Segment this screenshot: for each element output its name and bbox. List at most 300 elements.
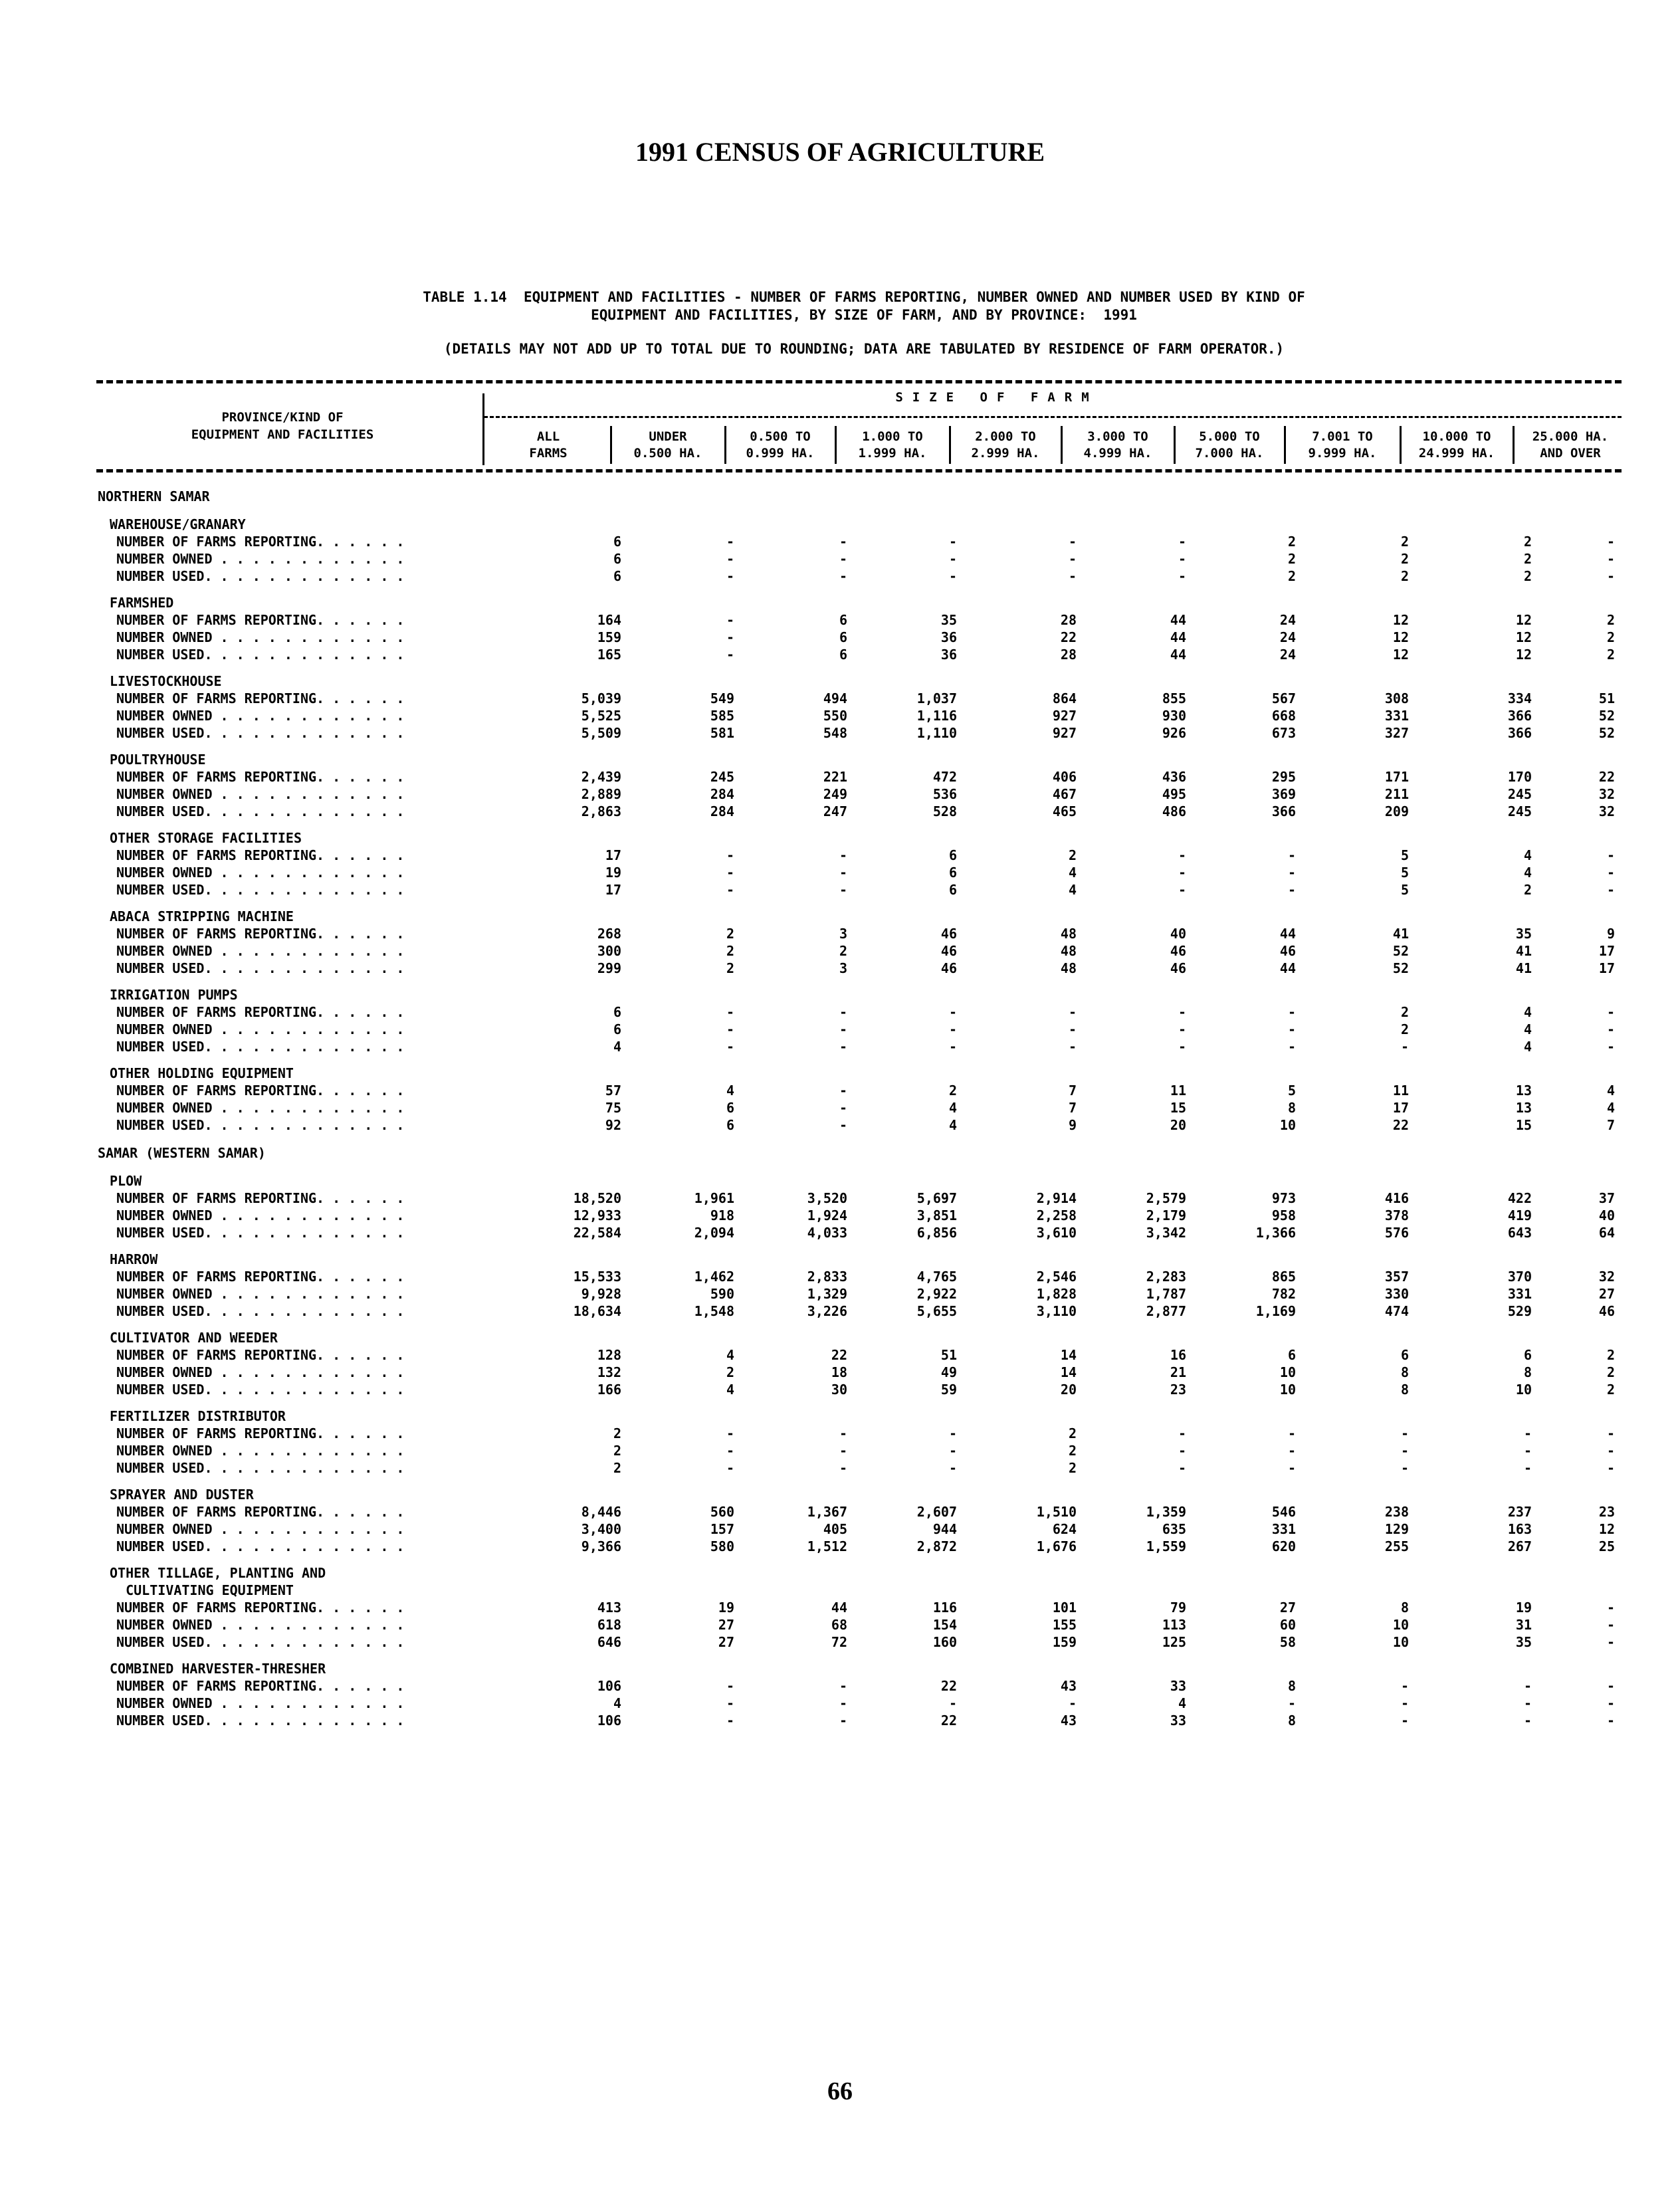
row-label: NUMBER OWNED . . . . . . . . . . . .	[116, 943, 405, 959]
table-cell: 25	[1598, 1538, 1615, 1554]
table-cell: 4	[1068, 865, 1077, 881]
table-cell: 46	[940, 926, 957, 942]
table-cell: 33	[1170, 1678, 1186, 1694]
table-row	[96, 847, 1625, 864]
table-cell: 5	[1400, 865, 1409, 881]
table-cell: 334	[1507, 690, 1532, 706]
table-cell: 23	[1170, 1382, 1186, 1398]
table-cell: 1,548	[694, 1303, 734, 1319]
table-cell: 590	[710, 1286, 734, 1302]
table-cell: 24	[1279, 647, 1296, 663]
table-cell: 620	[1271, 1538, 1296, 1554]
table-cell: -	[1287, 1695, 1296, 1711]
table-row	[96, 1459, 1625, 1477]
equipment-group	[96, 829, 1625, 898]
table-cell: -	[726, 1039, 734, 1055]
table-cell: 33	[1170, 1713, 1186, 1728]
table-cell: -	[1178, 1039, 1186, 1055]
size-of-farm-header: SIZE OF FARM	[895, 390, 1099, 405]
table-cell: 6	[948, 865, 957, 881]
table-cell: 2	[613, 1443, 621, 1459]
table-cell: 10	[1392, 1617, 1409, 1633]
table-cell: 2	[613, 1425, 621, 1441]
table-cell: -	[948, 1039, 957, 1055]
table-cell: -	[1287, 882, 1296, 898]
table-cell: 4,033	[807, 1225, 847, 1241]
table-cell: 17	[605, 847, 621, 863]
equipment-label: FERTILIZER DISTRIBUTOR	[110, 1408, 286, 1424]
row-label: NUMBER USED. . . . . . . . . . . . .	[116, 1225, 405, 1241]
table-cell: -	[726, 568, 734, 584]
table-cell: 27	[718, 1617, 734, 1633]
row-label: NUMBER USED. . . . . . . . . . . . .	[116, 647, 405, 663]
table-row	[96, 550, 1625, 568]
table-cell: 529	[1507, 1303, 1532, 1319]
table-cell: 8	[1523, 1364, 1532, 1380]
row-label: NUMBER USED. . . . . . . . . . . . .	[116, 882, 405, 898]
table-cell: 51	[1598, 690, 1615, 706]
table-cell: 1,037	[916, 690, 957, 706]
table-cell: 46	[1170, 960, 1186, 976]
table-cell: 19	[605, 865, 621, 881]
table-cell: 536	[932, 786, 957, 802]
equipment-group	[96, 1329, 1625, 1398]
table-cell: 2	[1523, 534, 1532, 550]
table-cell: -	[839, 1100, 847, 1116]
column-header-9-line2: 24.999 HA.	[1418, 446, 1495, 461]
table-cell: 8	[1287, 1100, 1296, 1116]
table-cell: 331	[1384, 708, 1409, 724]
table-cell: 300	[597, 943, 621, 959]
table-cell: 17	[1598, 943, 1615, 959]
table-cell: 48	[1060, 943, 1077, 959]
row-label: NUMBER OF FARMS REPORTING. . . . . .	[116, 1269, 405, 1285]
row-label: NUMBER USED. . . . . . . . . . . . .	[116, 1303, 405, 1319]
table-cell: 581	[710, 725, 734, 741]
table-cell: 1,512	[807, 1538, 847, 1554]
equipment-group	[96, 516, 1625, 585]
table-row	[96, 1346, 1625, 1364]
stub-header-line2: EQUIPMENT AND FACILITIES	[191, 427, 374, 442]
table-cell: 5	[1400, 882, 1409, 898]
table-cell: 406	[1052, 769, 1077, 785]
table-row	[96, 707, 1625, 724]
table-cell: 930	[1162, 708, 1186, 724]
table-cell: -	[726, 534, 734, 550]
table-cell: 10	[1392, 1634, 1409, 1650]
table-cell: 159	[1052, 1634, 1077, 1650]
table-cell: 4	[1523, 1004, 1532, 1020]
table-cell: 284	[710, 786, 734, 802]
table-cell: 28	[1060, 612, 1077, 628]
row-label: NUMBER OF FARMS REPORTING. . . . . .	[116, 1083, 405, 1098]
table-cell: 41	[1392, 926, 1409, 942]
table-cell: -	[726, 612, 734, 628]
table-cell: -	[1606, 568, 1615, 584]
table-cell: -	[726, 1460, 734, 1476]
equipment-label: SPRAYER AND DUSTER	[110, 1487, 254, 1503]
table-cell: -	[1606, 865, 1615, 881]
equipment-label: WAREHOUSE/GRANARY	[110, 516, 246, 532]
table-cell: 37	[1598, 1190, 1615, 1206]
table-cell: 4	[948, 1117, 957, 1133]
table-cell: 64	[1598, 1225, 1615, 1241]
table-cell: 467	[1052, 786, 1077, 802]
table-cell: -	[1178, 534, 1186, 550]
table-cell: 28	[1060, 647, 1077, 663]
table-cell: 6	[1523, 1347, 1532, 1363]
table-cell: -	[839, 1004, 847, 1020]
row-label: NUMBER OF FARMS REPORTING. . . . . .	[116, 1425, 405, 1441]
table-cell: 166	[597, 1382, 621, 1398]
table-cell: 27	[718, 1634, 734, 1650]
row-label: NUMBER USED. . . . . . . . . . . . .	[116, 803, 405, 819]
row-label: NUMBER OWNED . . . . . . . . . . . .	[116, 1207, 405, 1223]
table-cell: 101	[1052, 1600, 1077, 1616]
table-cell: 567	[1271, 690, 1296, 706]
table-cell: 209	[1384, 803, 1409, 819]
table-cell: 1,329	[807, 1286, 847, 1302]
equipment-label: IRRIGATION PUMPS	[110, 987, 238, 1003]
table-row	[96, 1082, 1625, 1099]
table-cell: -	[1178, 1004, 1186, 1020]
table-cell: -	[839, 1443, 847, 1459]
table-cell: 4	[726, 1382, 734, 1398]
equipment-label: FARMSHED	[110, 595, 174, 611]
table-cell: 12,933	[573, 1207, 621, 1223]
table-cell: -	[1287, 865, 1296, 881]
province-name: NORTHERN SAMAR	[98, 488, 210, 504]
table-cell: 1,510	[1036, 1504, 1077, 1520]
table-cell: 1,359	[1146, 1504, 1186, 1520]
table-cell: 4,765	[916, 1269, 957, 1285]
table-cell: -	[1178, 1425, 1186, 1441]
row-label: NUMBER OWNED . . . . . . . . . . . .	[116, 708, 405, 724]
equipment-label: LIVESTOCKHOUSE	[110, 673, 222, 689]
table-cell: 4	[726, 1083, 734, 1098]
table-cell: 171	[1384, 769, 1409, 785]
table-cell: -	[1178, 1021, 1186, 1037]
table-cell: 48	[1060, 960, 1077, 976]
table-cell: 11	[1392, 1083, 1409, 1098]
table-cell: 546	[1271, 1504, 1296, 1520]
row-label: NUMBER USED. . . . . . . . . . . . .	[116, 1460, 405, 1476]
table-cell: -	[1606, 1004, 1615, 1020]
table-cell: 2	[1523, 551, 1532, 567]
table-cell: 2	[1606, 647, 1615, 663]
table-cell: 357	[1384, 1269, 1409, 1285]
table-row	[96, 629, 1625, 646]
column-header-9-line1: 10.000 TO	[1422, 429, 1491, 444]
table-cell: 2,889	[581, 786, 621, 802]
table-cell: -	[1606, 847, 1615, 863]
table-cell: 132	[597, 1364, 621, 1380]
table-cell: 40	[1170, 926, 1186, 942]
table-cell: 465	[1052, 803, 1077, 819]
table-cell: 32	[1598, 1269, 1615, 1285]
table-cell: 8	[1400, 1600, 1409, 1616]
table-cell: -	[1400, 1695, 1409, 1711]
table-cell: 2	[948, 1083, 957, 1098]
table-cell: 15,533	[573, 1269, 621, 1285]
table-row	[96, 1538, 1625, 1555]
stub-header-line1: PROVINCE/KIND OF	[221, 410, 344, 425]
table-cell: 1,169	[1255, 1303, 1296, 1319]
table-cell: -	[1287, 1004, 1296, 1020]
table-cell: 44	[1279, 960, 1296, 976]
table-row	[96, 1207, 1625, 1224]
table-cell: 295	[1271, 769, 1296, 785]
table-cell: -	[948, 1460, 957, 1476]
table-cell: 3,342	[1146, 1225, 1186, 1241]
table-row	[96, 1268, 1625, 1285]
table-cell: 41	[1515, 960, 1532, 976]
table-cell: 9	[1068, 1117, 1077, 1133]
table-cell: 12	[1515, 647, 1532, 663]
equipment-group	[96, 594, 1625, 663]
row-label: NUMBER OWNED . . . . . . . . . . . .	[116, 1021, 405, 1037]
table-cell: 1,924	[807, 1207, 847, 1223]
table-cell: 5,697	[916, 1190, 957, 1206]
table-cell: -	[726, 1678, 734, 1694]
equipment-label: OTHER HOLDING EQUIPMENT	[110, 1065, 294, 1081]
table-cell: 24	[1279, 629, 1296, 645]
table-cell: 12	[1515, 629, 1532, 645]
header-mid-rule	[484, 416, 1622, 418]
table-cell: -	[1523, 1425, 1532, 1441]
table-cell: -	[1287, 1039, 1296, 1055]
table-cell: -	[948, 1004, 957, 1020]
table-cell: 4	[1178, 1695, 1186, 1711]
table-cell: -	[1178, 847, 1186, 863]
row-label: NUMBER OF FARMS REPORTING. . . . . .	[116, 1678, 405, 1694]
table-cell: 22	[1392, 1117, 1409, 1133]
table-cell: 18,520	[573, 1190, 621, 1206]
equipment-label: HARROW	[110, 1251, 158, 1267]
table-caption-line1: TABLE 1.14 EQUIPMENT AND FACILITIES - NUMBER OF FARMS REPORTING, NUMBER OWNED AND NUMBER USED BY KIND OF	[423, 289, 1305, 305]
column-header-7-line1: 5.000 TO	[1199, 429, 1260, 444]
table-cell: 4	[1606, 1100, 1615, 1116]
table-cell: -	[839, 1117, 847, 1133]
equipment-label: ABACA STRIPPING MACHINE	[110, 908, 294, 924]
table-cell: 164	[597, 612, 621, 628]
table-cell: 22	[940, 1678, 957, 1694]
table-cell: 20	[1170, 1117, 1186, 1133]
table-cell: -	[948, 1443, 957, 1459]
table-cell: 2	[726, 943, 734, 959]
row-label: NUMBER OWNED . . . . . . . . . . . .	[116, 786, 405, 802]
table-row	[96, 1021, 1625, 1038]
table-cell: -	[1606, 1713, 1615, 1728]
table-cell: 7	[1606, 1117, 1615, 1133]
table-cell: 46	[940, 960, 957, 976]
table-cell: 44	[1170, 629, 1186, 645]
table-cell: 31	[1515, 1617, 1532, 1633]
table-cell: -	[1178, 1443, 1186, 1459]
table-cell: -	[726, 1425, 734, 1441]
table-row	[96, 646, 1625, 663]
table-cell: 6	[613, 568, 621, 584]
table-cell: 17	[605, 882, 621, 898]
header-bottom-rule	[96, 469, 1622, 472]
page-title: 1991 CENSUS OF AGRICULTURE	[635, 137, 1045, 167]
row-label: NUMBER OWNED . . . . . . . . . . . .	[116, 1617, 405, 1633]
table-cell: 2	[839, 943, 847, 959]
table-cell: 299	[597, 960, 621, 976]
table-cell: -	[726, 1004, 734, 1020]
table-cell: 6,856	[916, 1225, 957, 1241]
table-cell: 8	[1287, 1678, 1296, 1694]
table-row	[96, 1364, 1625, 1381]
table-cell: 15	[1515, 1117, 1532, 1133]
table-cell: 92	[605, 1117, 621, 1133]
row-label: NUMBER OWNED . . . . . . . . . . . .	[116, 1695, 405, 1711]
row-label: NUMBER OF FARMS REPORTING. . . . . .	[116, 612, 405, 628]
table-cell: -	[839, 1460, 847, 1476]
table-cell: 1,462	[694, 1269, 734, 1285]
table-cell: -	[1606, 1617, 1615, 1633]
table-cell: 8	[1287, 1713, 1296, 1728]
table-cell: 12	[1392, 647, 1409, 663]
table-cell: 17	[1392, 1100, 1409, 1116]
table-cell: 369	[1271, 786, 1296, 802]
table-row	[96, 1425, 1625, 1442]
table-cell: 2,579	[1146, 1190, 1186, 1206]
table-cell: 330	[1384, 1286, 1409, 1302]
table-cell: 41	[1515, 943, 1532, 959]
table-cell: -	[948, 1021, 957, 1037]
table-cell: 2	[1068, 1443, 1077, 1459]
table-cell: -	[839, 551, 847, 567]
table-cell: 2	[1523, 568, 1532, 584]
table-cell: -	[839, 1425, 847, 1441]
table-cell: 2	[1606, 629, 1615, 645]
equipment-label: COMBINED HARVESTER-THRESHER	[110, 1661, 326, 1677]
table-row	[96, 1285, 1625, 1303]
table-cell: 308	[1384, 690, 1409, 706]
table-cell: 5,525	[581, 708, 621, 724]
table-cell: 4	[613, 1695, 621, 1711]
row-label: NUMBER OF FARMS REPORTING. . . . . .	[116, 1190, 405, 1206]
table-cell: 2	[1523, 882, 1532, 898]
table-cell: 2	[726, 960, 734, 976]
table-cell: 8,446	[581, 1504, 621, 1520]
table-cell: -	[1400, 1425, 1409, 1441]
row-label: NUMBER USED. . . . . . . . . . . . .	[116, 1713, 405, 1728]
table-cell: 48	[1060, 926, 1077, 942]
table-cell: 12	[1392, 612, 1409, 628]
table-cell: 2	[1068, 847, 1077, 863]
table-cell: -	[1068, 551, 1077, 567]
table-row	[96, 864, 1625, 881]
table-cell: 129	[1384, 1521, 1409, 1537]
table-row	[96, 1099, 1625, 1116]
table-cell: 1,828	[1036, 1286, 1077, 1302]
table-cell: 57	[605, 1083, 621, 1098]
table-cell: -	[1068, 1004, 1077, 1020]
table-cell: 2	[1068, 1460, 1077, 1476]
row-label: NUMBER OWNED . . . . . . . . . . . .	[116, 865, 405, 881]
table-row	[96, 1677, 1625, 1695]
table-cell: 327	[1384, 725, 1409, 741]
table-row	[96, 1224, 1625, 1241]
table-cell: 6	[613, 1004, 621, 1020]
table-cell: -	[1400, 1039, 1409, 1055]
table-cell: -	[1606, 1634, 1615, 1650]
table-cell: 22	[1060, 629, 1077, 645]
table-cell: 2	[1400, 568, 1409, 584]
table-row	[96, 533, 1625, 550]
table-cell: 116	[932, 1600, 957, 1616]
table-row	[96, 881, 1625, 898]
table-cell: -	[1178, 865, 1186, 881]
table-cell: 5,655	[916, 1303, 957, 1319]
row-label: NUMBER OF FARMS REPORTING. . . . . .	[116, 1600, 405, 1616]
table-cell: 12	[1515, 612, 1532, 628]
row-label: NUMBER OF FARMS REPORTING. . . . . .	[116, 1347, 405, 1363]
table-cell: -	[1178, 882, 1186, 898]
row-label: NUMBER USED. . . . . . . . . . . . .	[116, 1382, 405, 1398]
table-cell: 35	[940, 612, 957, 628]
table-cell: 221	[823, 769, 847, 785]
table-cell: 163	[1507, 1521, 1532, 1537]
table-cell: -	[1178, 551, 1186, 567]
table-cell: -	[1523, 1460, 1532, 1476]
table-cell: 237	[1507, 1504, 1532, 1520]
table-cell: 474	[1384, 1303, 1409, 1319]
column-header-8-line2: 9.999 HA.	[1308, 446, 1377, 461]
table-cell: 1,787	[1146, 1286, 1186, 1302]
table-cell: 1,559	[1146, 1538, 1186, 1554]
table-cell: 6	[1400, 1347, 1409, 1363]
table-cell: 580	[710, 1538, 734, 1554]
table-cell: -	[1606, 1021, 1615, 1037]
table-cell: 21	[1170, 1364, 1186, 1380]
table-cell: 366	[1507, 725, 1532, 741]
table-cell: 560	[710, 1504, 734, 1520]
table-row	[96, 1038, 1625, 1055]
table-cell: 973	[1271, 1190, 1296, 1206]
row-label: NUMBER OWNED . . . . . . . . . . . .	[116, 1100, 405, 1116]
table-cell: 12	[1392, 629, 1409, 645]
row-label: NUMBER OWNED . . . . . . . . . . . .	[116, 551, 405, 567]
table-cell: -	[948, 1425, 957, 1441]
table-cell: 36	[940, 629, 957, 645]
table-cell: 2	[1287, 551, 1296, 567]
page-number: 66	[827, 2077, 853, 2105]
table-cell: -	[726, 1021, 734, 1037]
table-cell: 331	[1271, 1521, 1296, 1537]
table-cell: 782	[1271, 1286, 1296, 1302]
table-cell: 958	[1271, 1207, 1296, 1223]
table-cell: -	[1523, 1695, 1532, 1711]
equipment-group	[96, 1065, 1625, 1134]
table-cell: 2	[1400, 551, 1409, 567]
table-cell: 249	[823, 786, 847, 802]
column-header-2-line2: 0.500 HA.	[633, 446, 702, 461]
table-cell: -	[1287, 847, 1296, 863]
table-cell: 1,116	[916, 708, 957, 724]
table-row	[96, 1712, 1625, 1729]
table-cell: 44	[831, 1600, 847, 1616]
table-cell: 585	[710, 708, 734, 724]
equipment-group	[96, 1251, 1625, 1320]
table-cell: 19	[718, 1600, 734, 1616]
table-cell: 52	[1598, 725, 1615, 741]
table-cell: -	[948, 568, 957, 584]
table-cell: -	[1068, 1039, 1077, 1055]
table-cell: 2,094	[694, 1225, 734, 1241]
